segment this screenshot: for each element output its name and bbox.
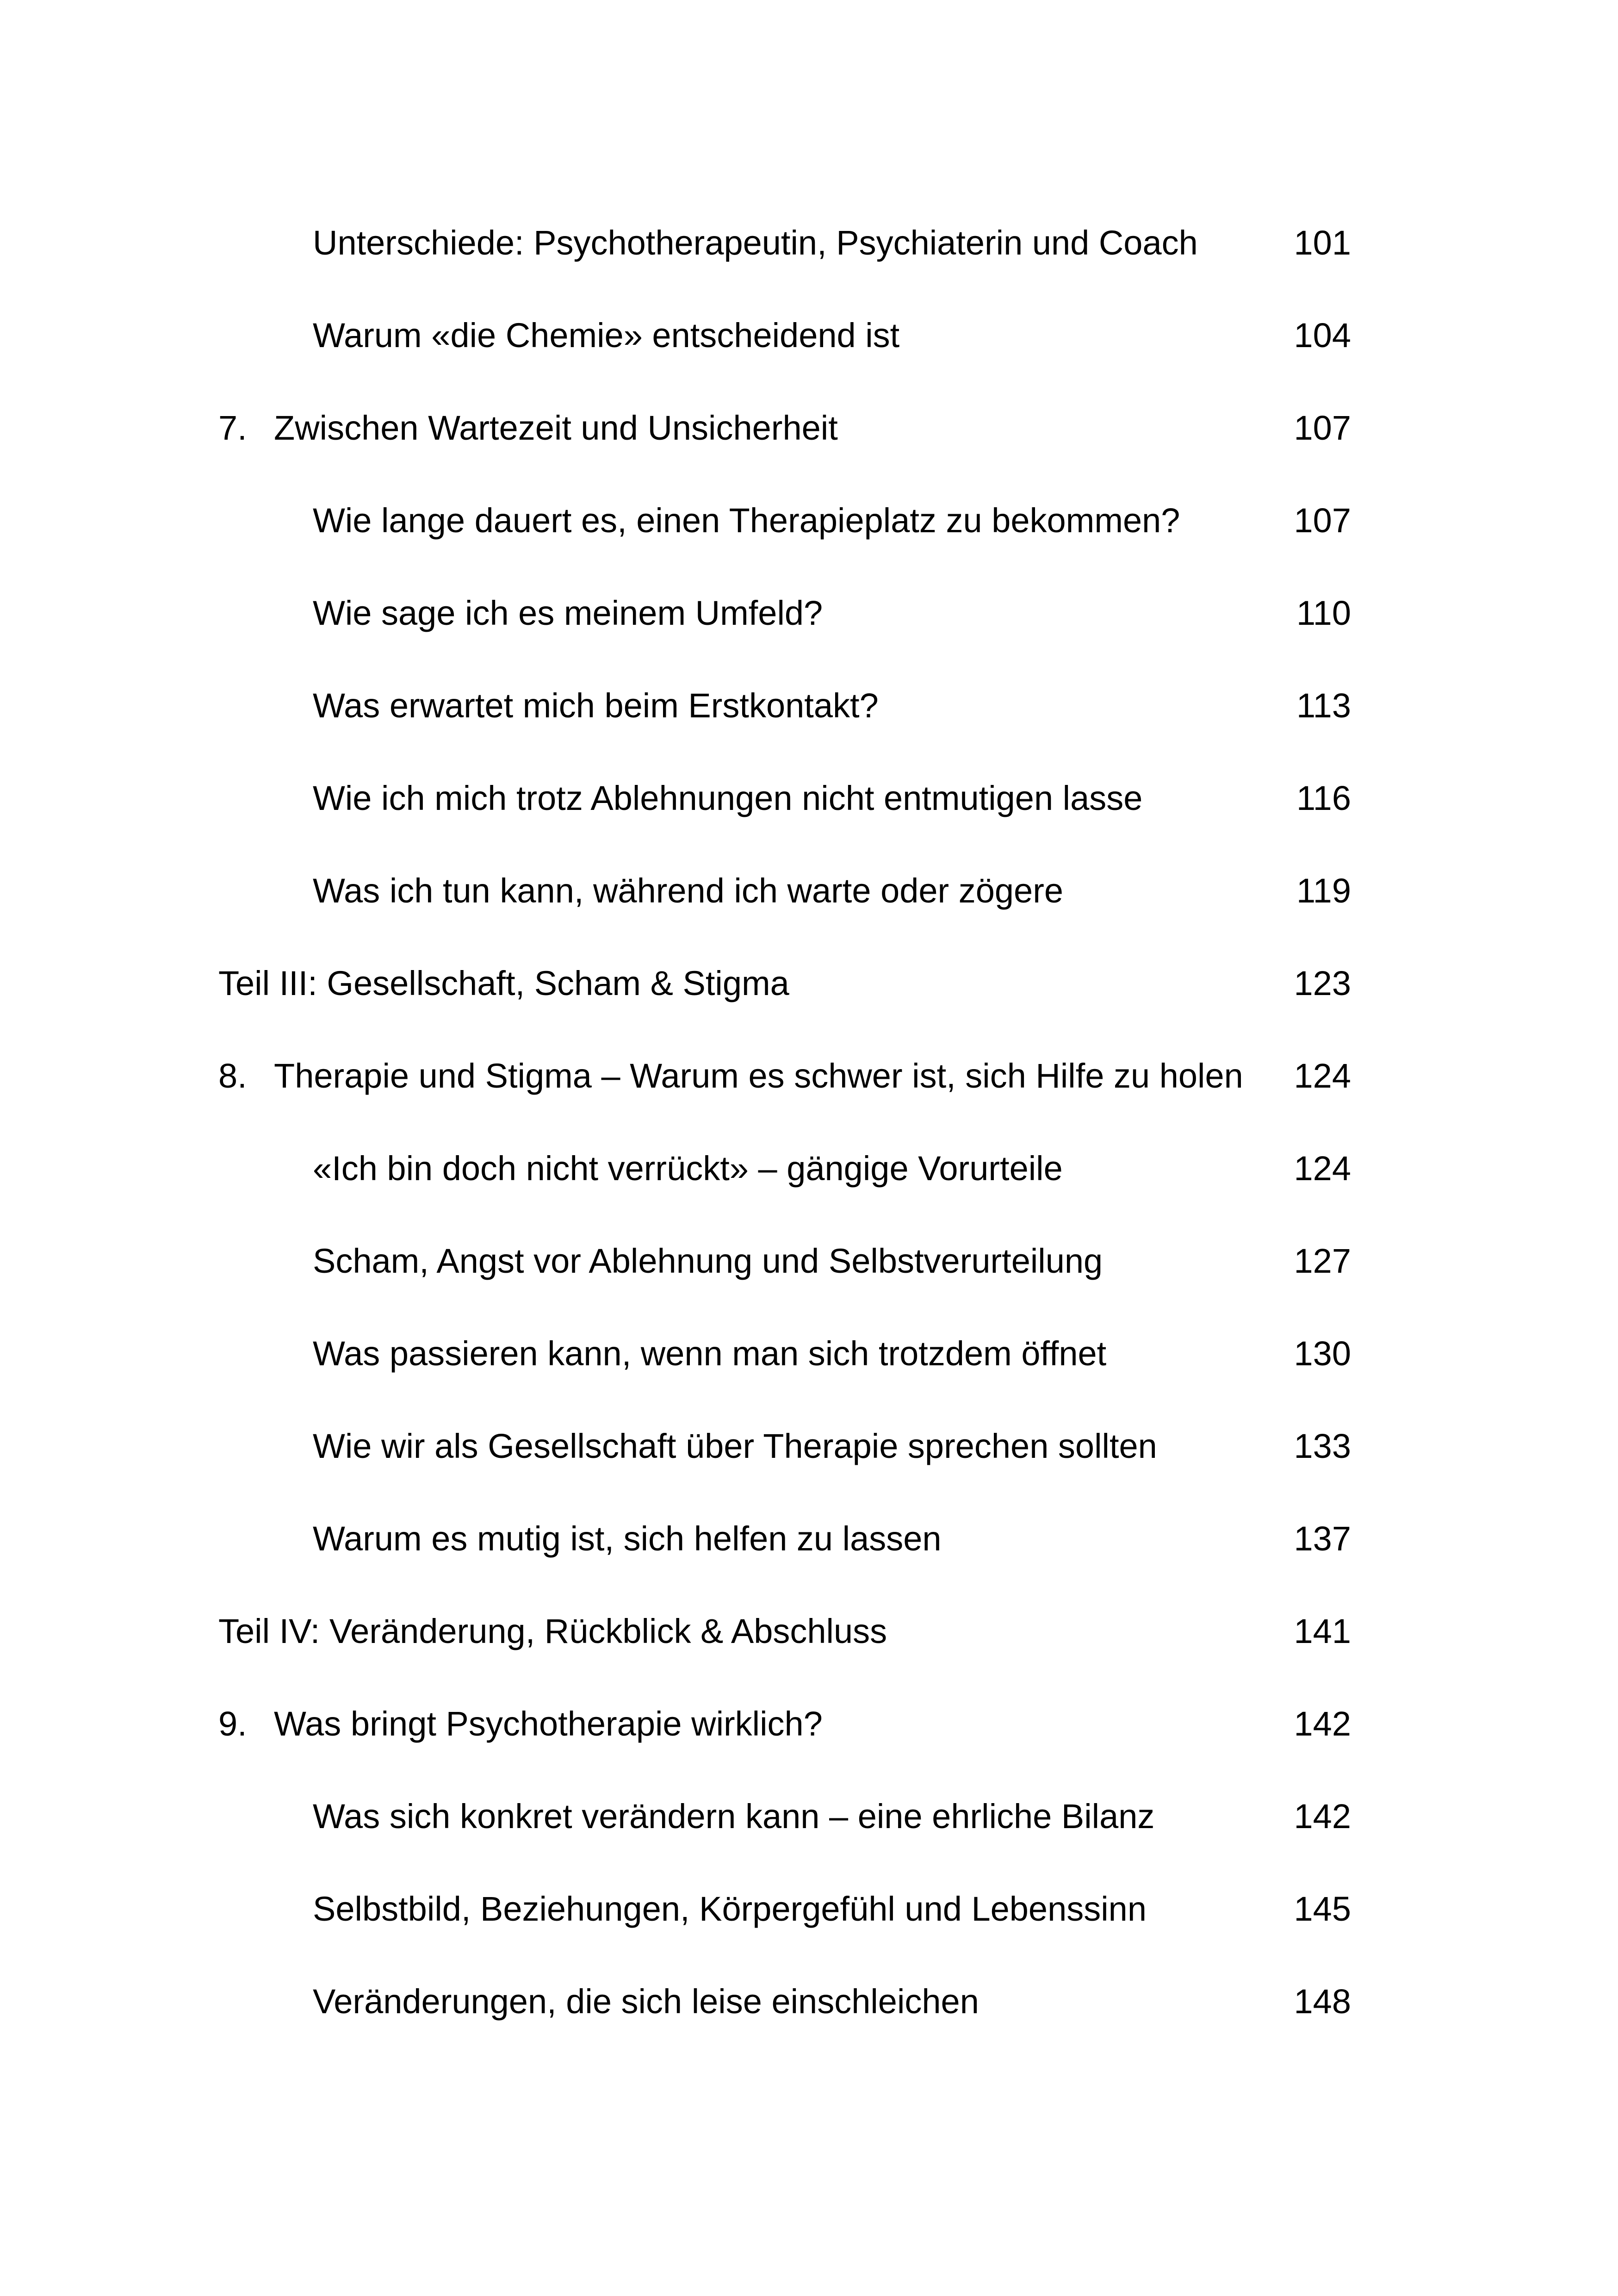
toc-chapter-entry bbox=[0, 1048, 1618, 1104]
toc-entry-page-number: 141 bbox=[1294, 1612, 1351, 1650]
toc-entry bbox=[0, 1881, 1618, 1937]
toc-entry-page-number: 145 bbox=[1294, 1890, 1351, 1928]
toc-entry-title: Wie wir als Gesellschaft über Therapie sprechen sollten bbox=[313, 1427, 1157, 1465]
toc-chapter-entry bbox=[0, 1696, 1618, 1752]
toc-entry bbox=[0, 1326, 1618, 1381]
toc-entry bbox=[0, 863, 1618, 919]
toc-entry bbox=[0, 1233, 1618, 1289]
toc-entry-page-number: 110 bbox=[1296, 594, 1351, 632]
toc-entry-title: Selbstbild, Beziehungen, Körpergefühl und Lebenssinn bbox=[313, 1890, 1147, 1928]
toc-entry bbox=[0, 678, 1618, 734]
toc-entry bbox=[0, 585, 1618, 641]
toc-chapter-title: Was bringt Psychotherapie wirklich? bbox=[274, 1705, 823, 1743]
toc-entry-title: Scham, Angst vor Ablehnung und Selbstverurteilung bbox=[313, 1242, 1103, 1280]
toc-entry-page-number: 104 bbox=[1294, 316, 1351, 355]
toc-entry-page-number: 142 bbox=[1294, 1705, 1351, 1743]
toc-entry-page-number: 123 bbox=[1294, 964, 1351, 1002]
toc-part-entry bbox=[0, 956, 1618, 1011]
toc-entry-page-number: 124 bbox=[1294, 1149, 1351, 1188]
toc-entry-page-number: 107 bbox=[1294, 409, 1351, 447]
toc-part-title: Teil IV: Veränderung, Rückblick & Abschluss bbox=[218, 1612, 887, 1650]
toc-chapter-number: 7. bbox=[218, 409, 247, 447]
toc-chapter-entry bbox=[0, 400, 1618, 456]
toc-part-entry bbox=[0, 1604, 1618, 1659]
toc-entry-page-number: 148 bbox=[1294, 1982, 1351, 2021]
toc-entry bbox=[0, 308, 1618, 363]
toc-chapter-number: 8. bbox=[218, 1057, 247, 1095]
toc-entry-page-number: 137 bbox=[1294, 1519, 1351, 1558]
toc-entry-page-number: 116 bbox=[1296, 779, 1351, 817]
toc-entry bbox=[0, 771, 1618, 826]
toc-entry bbox=[0, 215, 1618, 271]
toc-entry bbox=[0, 1141, 1618, 1196]
toc-entry-title: Was erwartet mich beim Erstkontakt? bbox=[313, 686, 879, 725]
toc-entry-title: Veränderungen, die sich leise einschleichen bbox=[313, 1982, 979, 2021]
toc-entry-title: Warum es mutig ist, sich helfen zu lassen bbox=[313, 1519, 942, 1558]
toc-entry-title: Was sich konkret verändern kann – eine ehrliche Bilanz bbox=[313, 1797, 1155, 1836]
toc-entry-page-number: 133 bbox=[1294, 1427, 1351, 1465]
toc-entry-page-number: 107 bbox=[1294, 501, 1351, 540]
toc-entry-title: Unterschiede: Psychotherapeutin, Psychiaterin und Coach bbox=[313, 224, 1198, 262]
toc-part-title: Teil III: Gesellschaft, Scham & Stigma bbox=[218, 964, 789, 1002]
toc-entry-page-number: 113 bbox=[1296, 686, 1351, 725]
toc-entry-page-number: 142 bbox=[1294, 1797, 1351, 1836]
toc-entry-title: Wie ich mich trotz Ablehnungen nicht entmutigen lasse bbox=[313, 779, 1143, 817]
toc-entry-title: «Ich bin doch nicht verrückt» – gängige Vorurteile bbox=[313, 1149, 1063, 1188]
toc-entry bbox=[0, 1419, 1618, 1474]
toc-chapter-title: Zwischen Wartezeit und Unsicherheit bbox=[274, 409, 838, 447]
toc-entry-title: Was ich tun kann, während ich warte oder zögere bbox=[313, 871, 1064, 910]
toc-entry bbox=[0, 1974, 1618, 2029]
toc-entry-page-number: 130 bbox=[1294, 1334, 1351, 1373]
toc-entry-title: Wie sage ich es meinem Umfeld? bbox=[313, 594, 823, 632]
toc-entry-page-number: 124 bbox=[1294, 1057, 1351, 1095]
toc-entry-title: Warum «die Chemie» entscheidend ist bbox=[313, 316, 900, 355]
toc-entry-title: Was passieren kann, wenn man sich trotzdem öffnet bbox=[313, 1334, 1107, 1373]
toc-entry bbox=[0, 1789, 1618, 1844]
toc-chapter-number: 9. bbox=[218, 1705, 247, 1743]
toc-chapter-title: Therapie und Stigma – Warum es schwer ist, sich Hilfe zu holen bbox=[274, 1057, 1243, 1095]
toc-entry bbox=[0, 493, 1618, 548]
toc-entry bbox=[0, 1511, 1618, 1567]
toc-entry-page-number: 127 bbox=[1294, 1242, 1351, 1280]
toc-entry-page-number: 119 bbox=[1296, 871, 1351, 910]
toc-entry-title: Wie lange dauert es, einen Therapieplatz zu bekommen? bbox=[313, 501, 1180, 540]
toc-entry-page-number: 101 bbox=[1294, 224, 1351, 262]
